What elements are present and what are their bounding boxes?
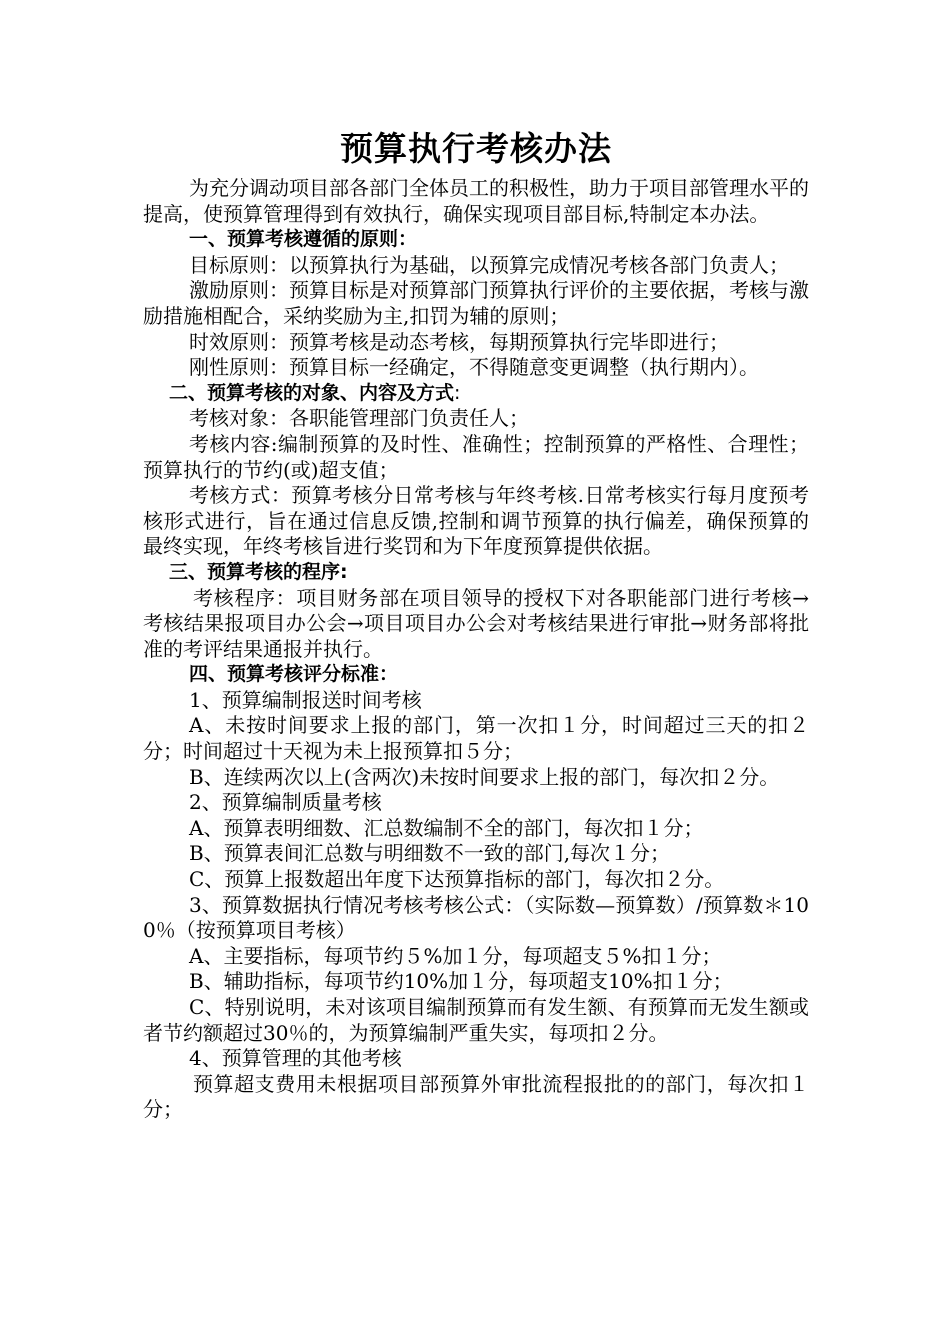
principle-rigidity: 刚性原则：预算目标一经确定，不得随意变更调整（执行期内）。 xyxy=(189,355,759,380)
principle-incentive: 激励原则：预算目标是对预算部门预算执行评价的主要依据，考核与激励措施相配合，采纳奖励为主,扣罚为辅的原则； xyxy=(143,278,809,328)
section-4-heading: 四、预算考核评分标准： xyxy=(189,663,399,686)
scoring-item-2b: B、预算表间汇总数与明细数不一致的部门,每次１分； xyxy=(189,841,671,866)
section-2-heading xyxy=(143,381,809,407)
scoring-item-3b: B、辅助指标，每项节约10%加１分，每项超支10%扣１分； xyxy=(189,969,733,994)
assessment-object: 考核对象：各职能管理部门负责任人； xyxy=(189,406,529,431)
principle-target: 目标原则：以预算执行为基础，以预算完成情况考核各部门负责人； xyxy=(189,252,789,277)
scoring-item-3a: A、主要指标，每项节约５%加１分，每项超支５%扣１分； xyxy=(189,943,722,968)
document-title: 预算执行考核办法 xyxy=(340,129,612,168)
assessment-procedure: 考核程序：项目财务部在项目领导的授权下对各职能部门进行考核→考核结果报项目办公会→项目项目办公会对考核结果进行审批→财务部将批准的考评结果通报并执行。 xyxy=(143,585,809,661)
scoring-item-2a: A、预算表明细数、汇总数编制不全的部门，每次扣１分； xyxy=(189,815,704,840)
section-3-heading: 三、预算考核的程序: xyxy=(169,560,348,583)
scoring-item-4: 4、预算管理的其他考核 xyxy=(189,1046,402,1071)
scoring-item-4-detail: 预算超支费用未根据项目部预算外审批流程报批的的部门，每次扣１分； xyxy=(143,1071,809,1122)
scoring-item-2c: C、预算上报数超出年度下达预算指标的部门，每次扣２分。 xyxy=(189,867,725,892)
principle-timeliness: 时效原则：预算考核是动态考核，每期预算执行完毕即进行； xyxy=(189,329,729,354)
scoring-item-1: 1、预算编制报送时间考核 xyxy=(189,687,422,712)
assessment-content: 考核内容:编制预算的及时性、准确性；控制预算的严格性、合理性；预算执行的节约(或)超支值； xyxy=(143,431,809,482)
scoring-item-1a: A、未按时间要求上报的部门，第一次扣１分，时间超过三天的扣２分；时间超过十天视为未上报预算扣５分； xyxy=(143,713,809,764)
section-2-heading-suffix: : xyxy=(454,381,461,404)
scoring-item-2: 2、预算编制质量考核 xyxy=(189,790,382,815)
document-page xyxy=(143,122,809,1123)
assessment-method: 考核方式：预算考核分日常考核与年终考核.日常考核实行每月度预考核形式进行，旨在通过信息反馈,控制和调节预算的执行偏差，确保预算的最终实现，年终考核旨进行奖罚和为下年度预算提供依据。 xyxy=(143,483,809,559)
scoring-item-1b: B、连续两次以上(含两次)未按时间要求上报的部门，每次扣２分。 xyxy=(189,764,780,789)
intro-paragraph: 为充分调动项目部各部门全体员工的积极性，助力于项目部管理水平的提高，使预算管理得到有效执行，确保实现项目部目标,特制定本办法。 xyxy=(143,176,809,226)
section-2-heading-text: 二、预算考核的对象、内容及方式 xyxy=(169,381,455,404)
scoring-item-3: 3、预算数据执行情况考核考核公式：（实际数—预算数）/预算数＊100％（按预算项目考核） xyxy=(143,892,809,943)
section-1-heading: 一、预算考核遵循的原则： xyxy=(189,228,418,251)
scoring-item-3c: C、特别说明，未对该项目编制预算而有发生额、有预算而无发生额或者节约额超过30％的，为预算编制严重失实，每项扣２分。 xyxy=(143,995,809,1045)
